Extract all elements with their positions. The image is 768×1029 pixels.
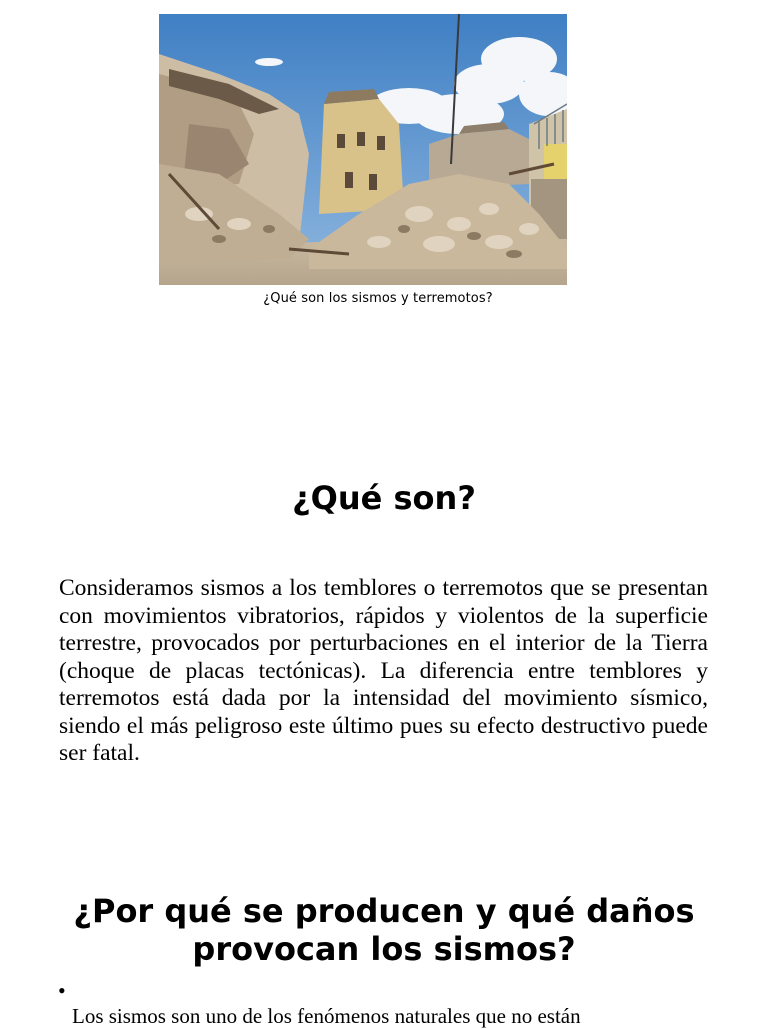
section-heading-what-are: ¿Qué son? xyxy=(292,479,476,517)
bullet-icon: • xyxy=(58,978,66,1003)
section-heading-why-and-damage: ¿Por qué se producen y qué daños provocan los sismos? xyxy=(73,892,695,968)
bullet-item-text: Los sismos son uno de los fenómenos naturales que no están xyxy=(72,1004,581,1028)
earthquake-rubble-photo xyxy=(159,14,567,285)
figure-caption: ¿Qué son los sismos y terremotos? xyxy=(263,291,493,306)
definition-paragraph: Consideramos sismos a los temblores o terremotos que se presentan con movimientos vibratorios, rápidos y violentos de la superficie terrestre, provocados por perturbaciones en el interior de la Tierra (choque de placas tectónicas). La diferencia entre temblores y terremotos está dada por la intensidad del movimiento sísmico, siendo el más peligroso este último pues su efecto destructivo puede ser fatal. xyxy=(59,575,708,766)
